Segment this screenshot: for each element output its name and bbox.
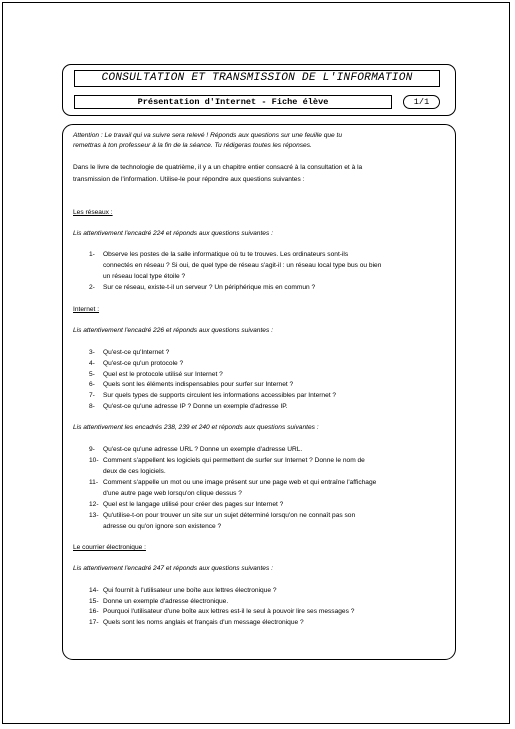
question-17: Quels sont les noms anglais et français d'un message électronique ?: [103, 619, 304, 626]
question-15: Donne un exemple d'adresse électronique.: [103, 598, 229, 605]
question-number: 2-: [89, 284, 95, 291]
section-heading-courrier: Le courrier électronique :: [73, 544, 146, 551]
instruction-reseaux: Lis attentivement l'encadré 224 et réponds aux questions suivantes :: [73, 230, 273, 237]
question-number: 10-: [89, 457, 99, 464]
question-13-line-1: Qu'utilise-t-on pour trouver un site sur un sujet déterminé lorsqu'on ne connaît pas son: [103, 512, 356, 519]
attention-line-1: Attention : Le travail qui va suivre sera relevé ! Réponds aux questions sur une feuille que tu: [73, 132, 343, 139]
question-4: Qu'est-ce qu'un protocole ?: [103, 360, 184, 367]
instruction-internet: Lis attentivement l'encadré 226 et réponds aux questions suivantes :: [73, 327, 273, 334]
question-number: 12-: [89, 501, 99, 508]
question-number: 6-: [89, 381, 95, 388]
question-1-line-1: Observe les postes de la salle informatique où tu te trouves. Les ordinateurs sont-ils: [103, 251, 349, 258]
question-1-line-2: connectés en réseau ? Si oui, de quel type de réseau s'agit-il : un réseau local type bus ou bien: [103, 262, 382, 269]
document-title: CONSULTATION ET TRANSMISSION DE L'INFORMATION: [74, 70, 440, 87]
question-11-line-1: Comment s'appelle un mot ou une image présent sur une page web et qui entraîne l'affichage: [103, 479, 377, 486]
question-7: Sur quels types de supports circulent les informations accessibles par Internet ?: [103, 392, 337, 399]
question-number: 15-: [89, 598, 99, 605]
question-number: 3-: [89, 349, 95, 356]
question-13-line-2: adresse ou qu'on ignore son existence ?: [103, 523, 222, 530]
question-10-line-1: Comment s'appellent les logiciels qui permettent de surfer sur Internet ? Donne le nom de: [103, 457, 365, 464]
question-3: Qu'est-ce qu'Internet ?: [103, 349, 170, 356]
question-number: 17-: [89, 619, 99, 626]
question-1-line-3: un réseau local type étoile ?: [103, 273, 186, 280]
intro-line-2: transmission de l'information. Utilise-le pour répondre aux questions suivantes :: [73, 176, 305, 183]
question-9: Qu'est-ce qu'une adresse URL ? Donne un exemple d'adresse URL.: [103, 446, 303, 453]
section-heading-reseaux: Les réseaux :: [73, 209, 113, 216]
question-14: Qui fournit à l'utilisateur une boîte aux lettres électronique ?: [103, 587, 277, 594]
section-heading-internet: Internet :: [73, 306, 100, 313]
attention-line-2: remettras à ton professeur à la fin de la séance. Tu rédigeras toutes les réponses.: [73, 142, 312, 149]
question-11-line-2: d'une autre page web lorsqu'on clique dessus ?: [103, 490, 242, 497]
question-5: Quel est le protocole utilisé sur Internet ?: [103, 371, 223, 378]
instruction-internet-2: Lis attentivement les encadrés 238, 239 et 240 et réponds aux questions suivantes :: [73, 424, 319, 431]
question-number: 16-: [89, 608, 99, 615]
question-number: 5-: [89, 371, 95, 378]
instruction-courrier: Lis attentivement l'encadré 247 et réponds aux questions suivantes :: [73, 565, 273, 572]
question-number: 7-: [89, 392, 95, 399]
page-number: 1/1: [403, 95, 440, 109]
question-16: Pourquoi l'utilisateur d'une boîte aux lettres est-il le seul à pouvoir lire ses messages ?: [103, 608, 355, 615]
question-2: Sur ce réseau, existe-t-il un serveur ? Un périphérique mis en commun ?: [103, 284, 316, 291]
question-number: 11-: [89, 479, 99, 486]
question-number: 9-: [89, 446, 95, 453]
question-8: Qu'est-ce qu'une adresse IP ? Donne un exemple d'adresse IP.: [103, 403, 288, 410]
question-number: 14-: [89, 587, 99, 594]
question-number: 8-: [89, 403, 95, 410]
document-subtitle: Présentation d'Internet - Fiche élève: [74, 95, 392, 109]
question-number: 1-: [89, 251, 95, 258]
intro-line-1: Dans le livre de technologie de quatrième, il y a un chapitre entier consacré à la consultation et à la: [73, 164, 363, 171]
question-number: 13-: [89, 512, 99, 519]
question-6: Quels sont les éléments indispensables pour surfer sur Internet ?: [103, 381, 294, 388]
question-10-line-2: deux de ces logiciels.: [103, 468, 166, 475]
question-number: 4-: [89, 360, 95, 367]
question-12: Quel est le langage utilisé pour créer des pages sur Internet ?: [103, 501, 284, 508]
